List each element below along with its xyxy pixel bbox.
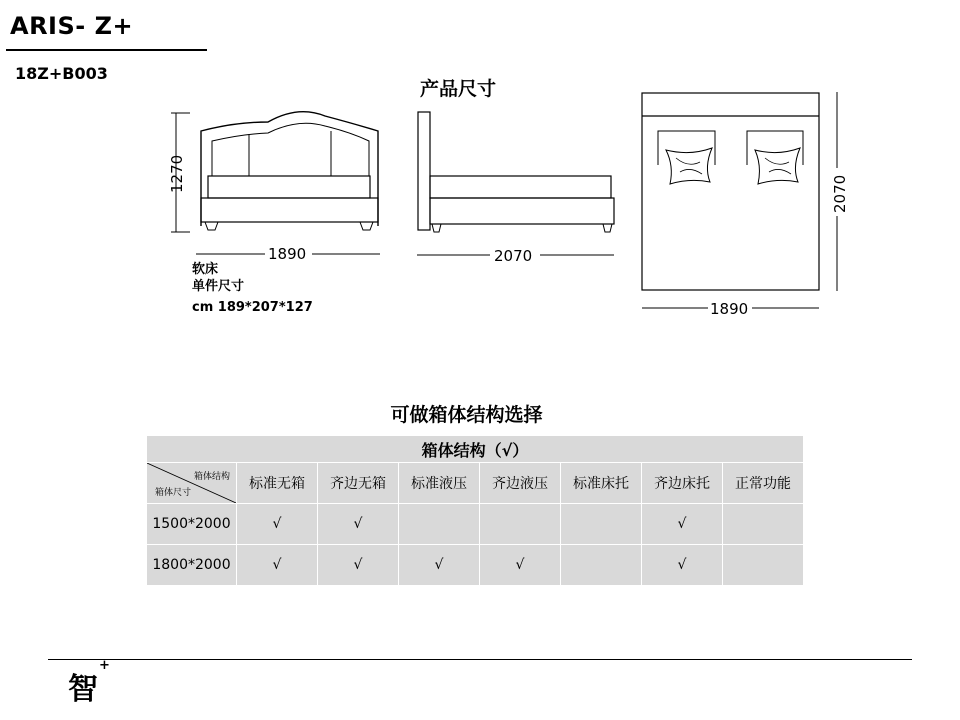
- section-title: 产品尺寸: [420, 78, 497, 100]
- column-header: 标准液压: [399, 463, 480, 504]
- corner-top-label: 箱体结构: [193, 472, 230, 482]
- check-cell: [723, 545, 804, 586]
- size-label-note: 单件尺寸: [192, 279, 245, 294]
- footer-divider: [48, 659, 912, 660]
- check-cell: √: [480, 545, 561, 586]
- column-header: 标准床托: [561, 463, 642, 504]
- product-code: 18Z+B003: [15, 64, 108, 83]
- product-title: ARIS- Z+: [10, 12, 134, 40]
- corner-bottom-label: 箱体尺寸: [155, 488, 192, 498]
- side-view-drawing: [417, 112, 614, 255]
- front-width-label: 1890: [268, 245, 307, 263]
- column-header: 齐边液压: [480, 463, 561, 504]
- product-type-note: 软床: [192, 262, 219, 277]
- top-view-drawing: [642, 92, 837, 308]
- top-length-label: 2070: [831, 174, 849, 213]
- front-view-drawing: [171, 112, 380, 254]
- front-height-label: 1270: [168, 154, 186, 193]
- options-title: 可做箱体结构选择: [390, 404, 543, 426]
- row-size-cell: 1800*2000: [147, 545, 237, 586]
- table-header: 箱体结构（√）: [147, 436, 804, 463]
- check-cell: √: [642, 545, 723, 586]
- check-cell: [723, 504, 804, 545]
- check-cell: √: [318, 504, 399, 545]
- structure-options-table: [146, 435, 804, 586]
- size-value-note: cm 189*207*127: [192, 300, 313, 315]
- table-row: [147, 545, 804, 586]
- column-header: 齐边无箱: [318, 463, 399, 504]
- top-width-label: 1890: [710, 300, 749, 318]
- check-cell: [561, 545, 642, 586]
- check-cell: [561, 504, 642, 545]
- check-cell: √: [237, 545, 318, 586]
- check-cell: [480, 504, 561, 545]
- check-cell: √: [237, 504, 318, 545]
- check-cell: [399, 504, 480, 545]
- check-cell: √: [399, 545, 480, 586]
- check-cell: √: [642, 504, 723, 545]
- check-cell: √: [318, 545, 399, 586]
- table-corner-cell: [147, 463, 237, 504]
- brand-logo: 智: [68, 672, 98, 707]
- table-row: [147, 504, 804, 545]
- brand-logo-mark: +: [99, 658, 110, 673]
- row-size-cell: 1500*2000: [147, 504, 237, 545]
- column-header: 齐边床托: [642, 463, 723, 504]
- side-length-label: 2070: [494, 247, 533, 265]
- column-header: 正常功能: [723, 463, 804, 504]
- column-header: 标准无箱: [237, 463, 318, 504]
